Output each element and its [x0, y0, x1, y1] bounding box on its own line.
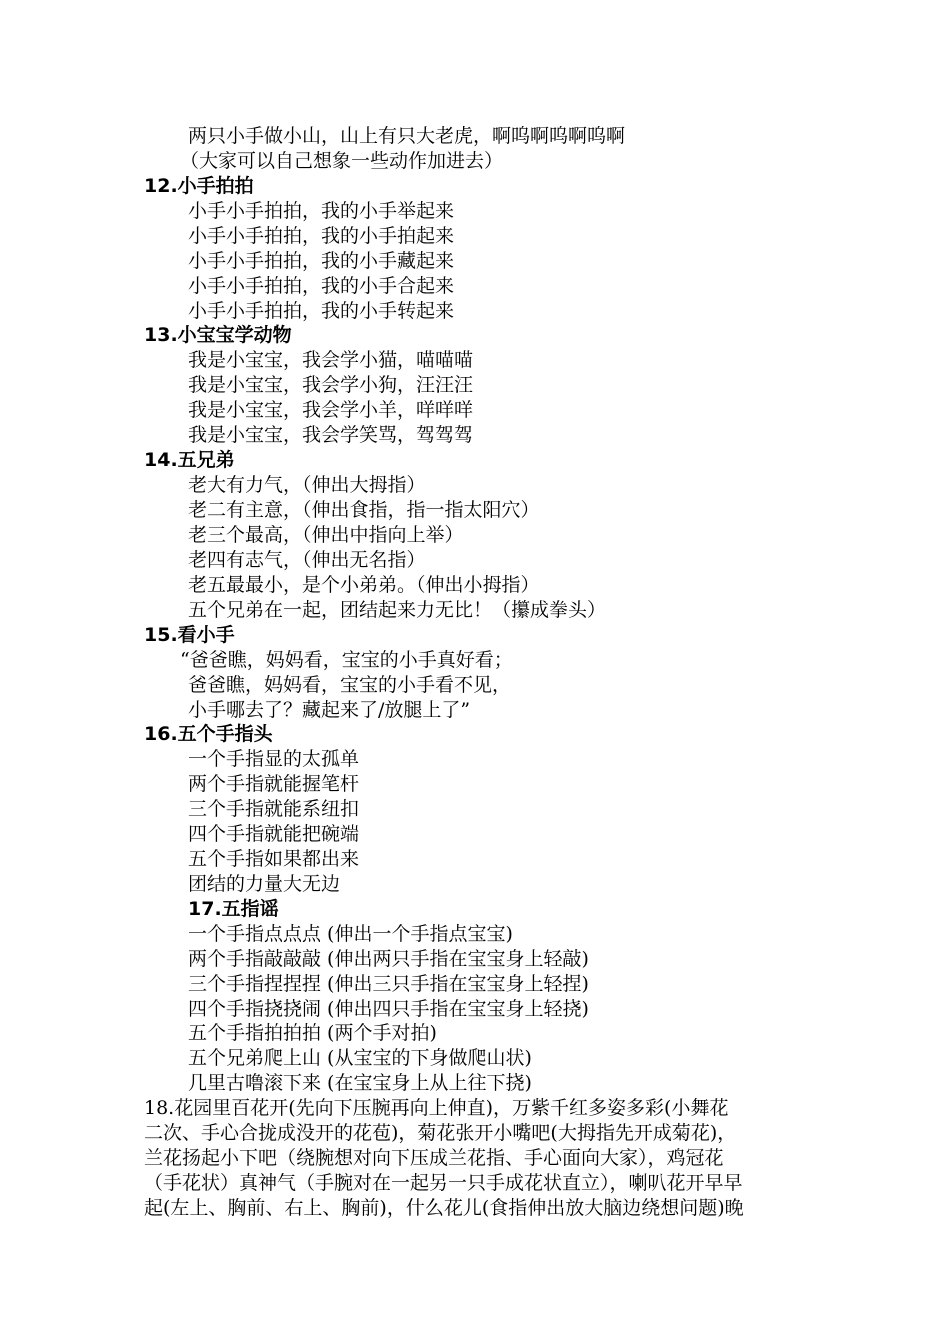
section-title: 16.五个手指头: [144, 723, 273, 745]
verse-line: 爸爸瞧，妈妈看，宝宝的小手看不见，: [188, 674, 512, 696]
paragraph-line: 二次、手心合拢成没开的花苞)，菊花张开小嘴吧(大拇指先开成菊花)，: [144, 1122, 737, 1144]
verse-line: 老三个最高，（伸出中指向上举）: [188, 524, 464, 546]
verse-line: 老五最最小，是个小弟弟。（伸出小拇指）: [188, 574, 540, 596]
verse-line: 五个手指拍拍拍 (两个手对拍): [188, 1022, 437, 1044]
verse-line: “爸爸瞧，妈妈看，宝宝的小手真好看；: [180, 649, 513, 671]
verse-line: 小手小手拍拍，我的小手拍起来: [188, 225, 455, 247]
paragraph-line: 兰花扬起小下吧（绕腕想对向下压成兰花指、手心面向大家），鸡冠花: [144, 1147, 724, 1169]
verse-line: 两个手指敲敲敲 (伸出两只手指在宝宝身上轻敲): [188, 948, 589, 970]
section-title: 14.五兄弟: [144, 449, 235, 471]
verse-line: 五个兄弟爬上山 (从宝宝的下身做爬山状): [188, 1047, 532, 1069]
verse-line: 几里古噜滚下来 (在宝宝身上从上往下挠): [188, 1072, 532, 1094]
paragraph-line: 18.花园里百花开(先向下压腕再向上伸直)，万紫千红多姿多彩(小舞花: [144, 1097, 729, 1119]
intro-line: 两只小手做小山，山上有只大老虎，啊呜啊呜啊呜啊: [188, 125, 626, 147]
verse-line: 团结的力量大无边: [188, 873, 341, 895]
verse-line: 三个手指就能系纽扣: [188, 798, 360, 820]
verse-line: 五个手指如果都出来: [188, 848, 360, 870]
intro-note: （大家可以自己想象一些动作加进去）: [180, 150, 504, 172]
verse-line: 老大有力气，（伸出大拇指）: [188, 474, 426, 496]
verse-line: 小手哪去了？藏起来了/放腿上了”: [188, 699, 471, 721]
paragraph-line: （手花状）真神气（手腕对在一起另一只手成花状直立），喇叭花开早早: [144, 1172, 743, 1194]
section-title: 17.五指谣: [188, 898, 279, 920]
verse-line: 两个手指就能握笔杆: [188, 773, 360, 795]
verse-line: 小手小手拍拍，我的小手举起来: [188, 200, 455, 222]
verse-line: 我是小宝宝，我会学小狗，汪汪汪: [188, 374, 474, 396]
verse-line: 小手小手拍拍，我的小手藏起来: [188, 250, 455, 272]
verse-line: 一个手指点点点 (伸出一个手指点宝宝): [188, 923, 513, 945]
verse-line: 小手小手拍拍，我的小手合起来: [188, 275, 455, 297]
verse-line: 老四有志气，（伸出无名指）: [188, 549, 426, 571]
verse-line: 四个手指就能把碗端: [188, 823, 360, 845]
section-title: 15.看小手: [144, 624, 235, 646]
verse-line: 我是小宝宝，我会学小羊，咩咩咩: [188, 399, 474, 421]
paragraph-line: 起(左上、胸前、右上、胸前)，什么花儿(食指伸出放大脑边绕想问题)晚: [144, 1197, 744, 1219]
verse-line: 小手小手拍拍，我的小手转起来: [188, 300, 455, 322]
verse-line: 四个手指挠挠闹 (伸出四只手指在宝宝身上轻挠): [188, 998, 589, 1020]
verse-line: 我是小宝宝，我会学笑骂，驾驾驾: [188, 424, 474, 446]
verse-line: 三个手指捏捏捏 (伸出三只手指在宝宝身上轻捏): [188, 973, 589, 995]
verse-line: 一个手指显的太孤单: [188, 748, 360, 770]
section-title: 12.小手拍拍: [144, 175, 254, 197]
verse-line: 我是小宝宝，我会学小猫，喵喵喵: [188, 349, 474, 371]
section-title: 13.小宝宝学动物: [144, 324, 292, 346]
verse-line: 老二有主意，（伸出食指，指一指太阳穴）: [188, 499, 540, 521]
verse-line: 五个兄弟在一起，团结起来力无比！（攥成拳头）: [188, 599, 607, 621]
